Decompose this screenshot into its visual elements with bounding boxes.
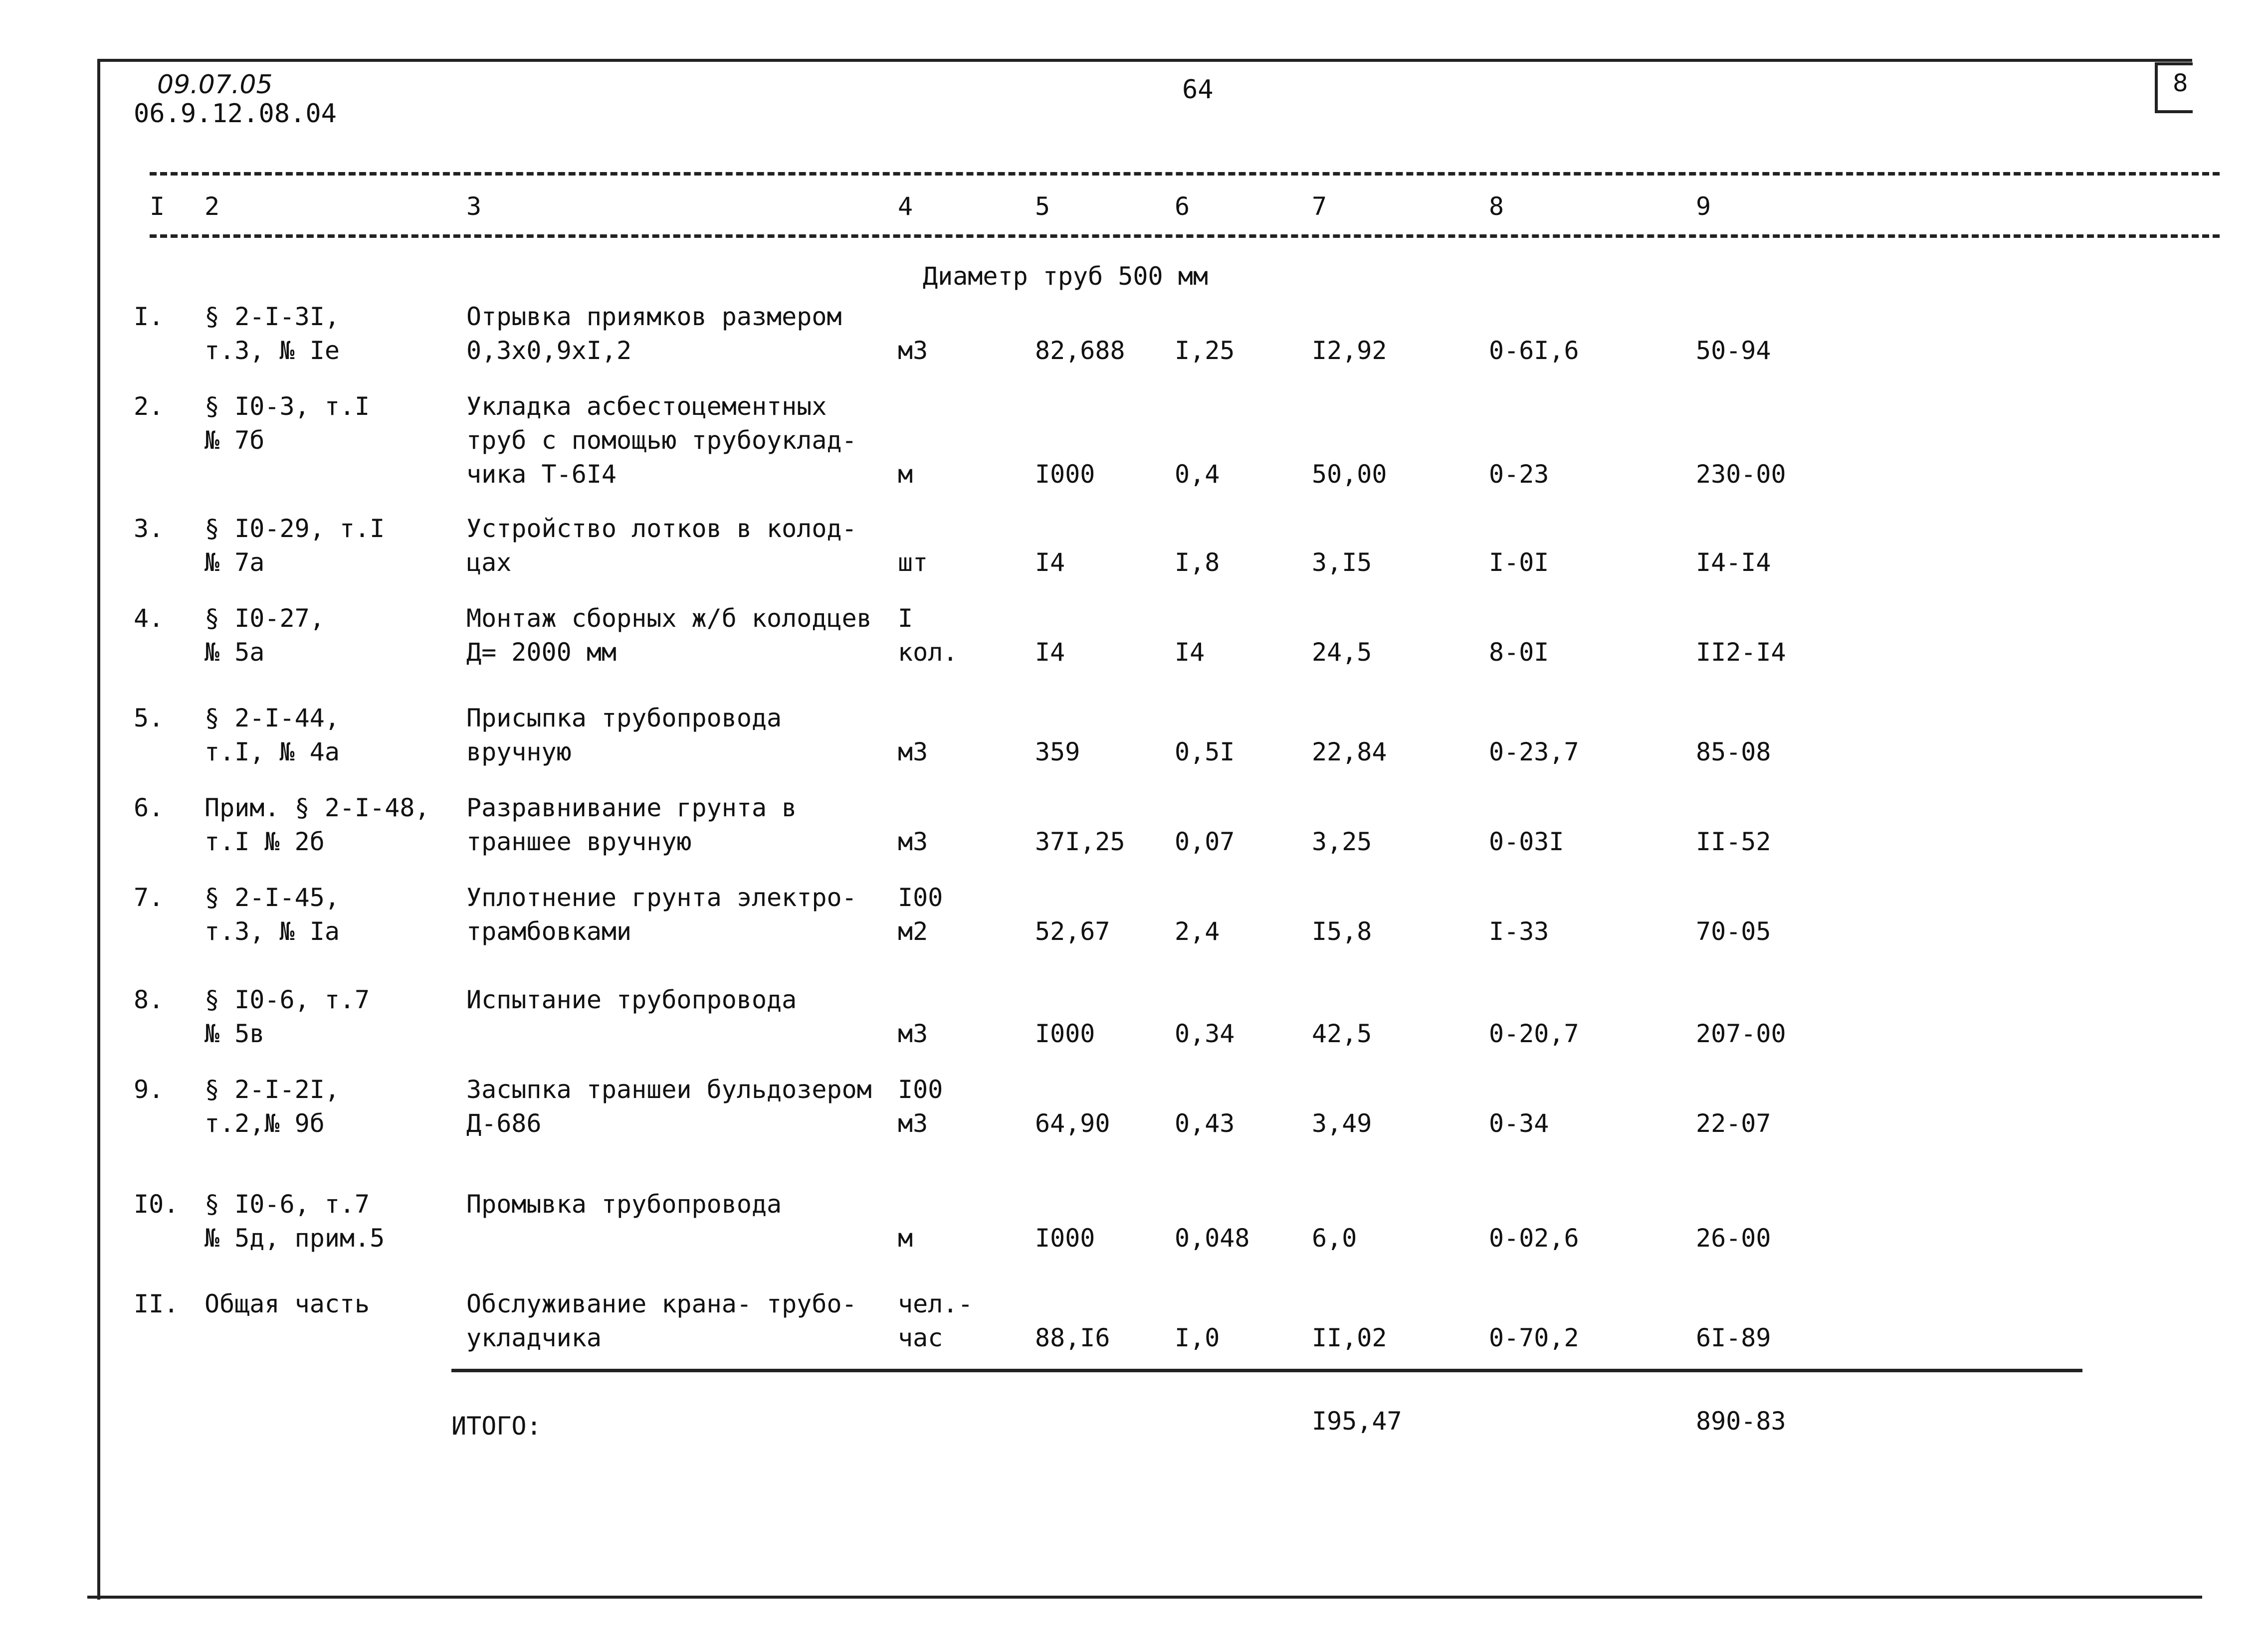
row-number: II. [134, 1289, 179, 1318]
total-rule [451, 1369, 2082, 1372]
col-num-7: 7 [1312, 192, 1327, 221]
row-quantity: 37I,25 [1035, 827, 1125, 856]
row-reference: т.I, № 4а [205, 737, 340, 766]
row-cost: II2-I4 [1696, 638, 1786, 667]
row-description: Разравнивание грунта в [466, 793, 797, 822]
row-description: Д-686 [466, 1109, 542, 1138]
frame-top-border [97, 59, 2192, 62]
row-cost: 22-07 [1696, 1109, 1771, 1138]
row-description: Укладка асбестоцементных [466, 392, 827, 421]
row-rate: 0-34 [1489, 1109, 1549, 1138]
total-label: ИТОГО: [451, 1412, 542, 1441]
row-description: Засыпка траншеи бульдозером [466, 1075, 872, 1104]
row-reference: § 2-I-45, [205, 883, 340, 912]
row-reference: № 5в [205, 1019, 265, 1048]
page-mark-box [2155, 62, 2193, 113]
row-description: трамбовками [466, 917, 632, 946]
row-unit: чел.- [898, 1289, 973, 1318]
col-num-4: 4 [898, 192, 913, 221]
row-description: Испытание трубопровода [466, 985, 797, 1014]
row-unit: кол. [898, 638, 958, 667]
row-total: I5,8 [1312, 917, 1372, 946]
col-num-3: 3 [466, 192, 482, 221]
row-reference: § I0-6, т.7 [205, 985, 370, 1014]
row-description: Устройство лотков в колод- [466, 514, 857, 543]
row-total: 3,49 [1312, 1109, 1372, 1138]
row-reference: т.2,№ 9б [205, 1109, 325, 1138]
row-number: 5. [134, 704, 164, 733]
row-unit: м [898, 460, 913, 489]
row-cost: I4-I4 [1696, 548, 1771, 577]
row-cost: 207-00 [1696, 1019, 1786, 1048]
row-unit: м3 [898, 1019, 928, 1048]
col-num-9: 9 [1696, 192, 1711, 221]
row-norm: 0,5I [1175, 737, 1235, 766]
row-rate: I-0I [1489, 548, 1549, 577]
document-code: 06.9.12.08.04 [134, 99, 337, 129]
row-unit: м2 [898, 917, 928, 946]
row-description: 0,3х0,9хI,2 [466, 336, 632, 365]
row-quantity: 88,I6 [1035, 1323, 1110, 1352]
total-col9: 890-83 [1696, 1407, 1786, 1436]
row-reference: Прим. § 2-I-48, [205, 793, 430, 822]
row-unit: м3 [898, 827, 928, 856]
row-cost: II-52 [1696, 827, 1771, 856]
row-reference: Общая часть [205, 1289, 370, 1318]
row-description: Присыпка трубопровода [466, 704, 782, 733]
row-number: 6. [134, 793, 164, 822]
row-unit: I00 [898, 883, 943, 912]
row-description: траншее вручную [466, 827, 692, 856]
row-number: I. [134, 302, 164, 331]
row-quantity: I000 [1035, 460, 1095, 489]
row-rate: I-33 [1489, 917, 1549, 946]
row-number: 3. [134, 514, 164, 543]
row-description: труб с помощью трубоуклад- [466, 426, 857, 455]
row-unit: м3 [898, 737, 928, 766]
row-reference: № 7а [205, 548, 265, 577]
header-dash-bottom [150, 234, 2220, 238]
row-quantity: I4 [1035, 638, 1065, 667]
col-num-1: I [150, 192, 165, 221]
header-date: 09.07.05 [157, 70, 273, 100]
row-reference: № 5д, прим.5 [205, 1224, 385, 1253]
row-reference: № 5а [205, 638, 265, 667]
row-description: цах [466, 548, 512, 577]
row-quantity: 64,90 [1035, 1109, 1110, 1138]
row-description: вручную [466, 737, 572, 766]
row-number: 7. [134, 883, 164, 912]
row-unit: I00 [898, 1075, 943, 1104]
row-number: 2. [134, 392, 164, 421]
row-quantity: I000 [1035, 1019, 1095, 1048]
row-cost: 230-00 [1696, 460, 1786, 489]
col-num-2: 2 [205, 192, 220, 221]
frame-bottom-border [87, 1596, 2202, 1599]
row-quantity: 82,688 [1035, 336, 1125, 365]
row-reference: § 2-I-2I, [205, 1075, 340, 1104]
row-rate: 0-70,2 [1489, 1323, 1579, 1352]
row-total: 3,I5 [1312, 548, 1372, 577]
row-number: 8. [134, 985, 164, 1014]
header-dash-top [150, 172, 2220, 176]
row-norm: 0,048 [1175, 1224, 1250, 1253]
row-rate: 0-23 [1489, 460, 1549, 489]
row-total: 24,5 [1312, 638, 1372, 667]
row-total: 50,00 [1312, 460, 1387, 489]
row-number: 4. [134, 604, 164, 633]
page-mark: 8 [2173, 69, 2188, 97]
row-rate: 0-23,7 [1489, 737, 1579, 766]
row-quantity: 52,67 [1035, 917, 1110, 946]
row-total: 42,5 [1312, 1019, 1372, 1048]
row-cost: 85-08 [1696, 737, 1771, 766]
row-reference: § 2-I-44, [205, 704, 340, 733]
row-total: II,02 [1312, 1323, 1387, 1352]
row-norm: I4 [1175, 638, 1205, 667]
row-unit: I [898, 604, 913, 633]
row-reference: т.3, № Iа [205, 917, 340, 946]
row-unit: час [898, 1323, 943, 1352]
row-total: 6,0 [1312, 1224, 1357, 1253]
row-total: 22,84 [1312, 737, 1387, 766]
row-reference: № 7б [205, 426, 265, 455]
row-cost: 70-05 [1696, 917, 1771, 946]
row-unit: м3 [898, 336, 928, 365]
col-num-8: 8 [1489, 192, 1504, 221]
col-num-5: 5 [1035, 192, 1050, 221]
row-description: Уплотнение грунта электро- [466, 883, 857, 912]
row-unit: шт [898, 548, 928, 577]
row-total: I2,92 [1312, 336, 1387, 365]
row-norm: I,25 [1175, 336, 1235, 365]
col-num-6: 6 [1175, 192, 1190, 221]
row-description: Промывка трубопровода [466, 1190, 782, 1219]
row-reference: § I0-6, т.7 [205, 1190, 370, 1219]
row-reference: т.I № 2б [205, 827, 325, 856]
row-norm: 0,07 [1175, 827, 1235, 856]
row-rate: 0-03I [1489, 827, 1564, 856]
row-cost: 26-00 [1696, 1224, 1771, 1253]
row-unit: м3 [898, 1109, 928, 1138]
row-rate: 8-0I [1489, 638, 1549, 667]
row-description: Отрывка приямков размером [466, 302, 842, 331]
row-description: чика Т-6I4 [466, 460, 617, 489]
row-rate: 0-02,6 [1489, 1224, 1579, 1253]
row-norm: 0,4 [1175, 460, 1220, 489]
row-reference: § 2-I-3I, [205, 302, 340, 331]
row-number: 9. [134, 1075, 164, 1104]
total-col7: I95,47 [1312, 1407, 1402, 1436]
row-norm: I,8 [1175, 548, 1220, 577]
page-number: 64 [1182, 75, 1214, 105]
row-reference: § I0-29, т.I [205, 514, 385, 543]
row-rate: 0-20,7 [1489, 1019, 1579, 1048]
frame-left-border [97, 59, 100, 1600]
row-description: укладчика [466, 1323, 602, 1352]
row-cost: 6I-89 [1696, 1323, 1771, 1352]
section-title: Диаметр труб 500 мм [923, 262, 1208, 291]
row-unit: м [898, 1224, 913, 1253]
row-description: Монтаж сборных ж/б колодцев [466, 604, 872, 633]
row-quantity: 359 [1035, 737, 1080, 766]
row-norm: 2,4 [1175, 917, 1220, 946]
row-quantity: I4 [1035, 548, 1065, 577]
row-norm: 0,34 [1175, 1019, 1235, 1048]
row-reference: § I0-27, [205, 604, 325, 633]
row-rate: 0-6I,6 [1489, 336, 1579, 365]
row-norm: 0,43 [1175, 1109, 1235, 1138]
row-reference: т.3, № Iе [205, 336, 340, 365]
row-cost: 50-94 [1696, 336, 1771, 365]
row-description: Обслуживание крана- трубо- [466, 1289, 857, 1318]
row-description: Д= 2000 мм [466, 638, 617, 667]
row-total: 3,25 [1312, 827, 1372, 856]
row-number: I0. [134, 1190, 179, 1219]
row-quantity: I000 [1035, 1224, 1095, 1253]
row-norm: I,0 [1175, 1323, 1220, 1352]
row-reference: § I0-3, т.I [205, 392, 370, 421]
